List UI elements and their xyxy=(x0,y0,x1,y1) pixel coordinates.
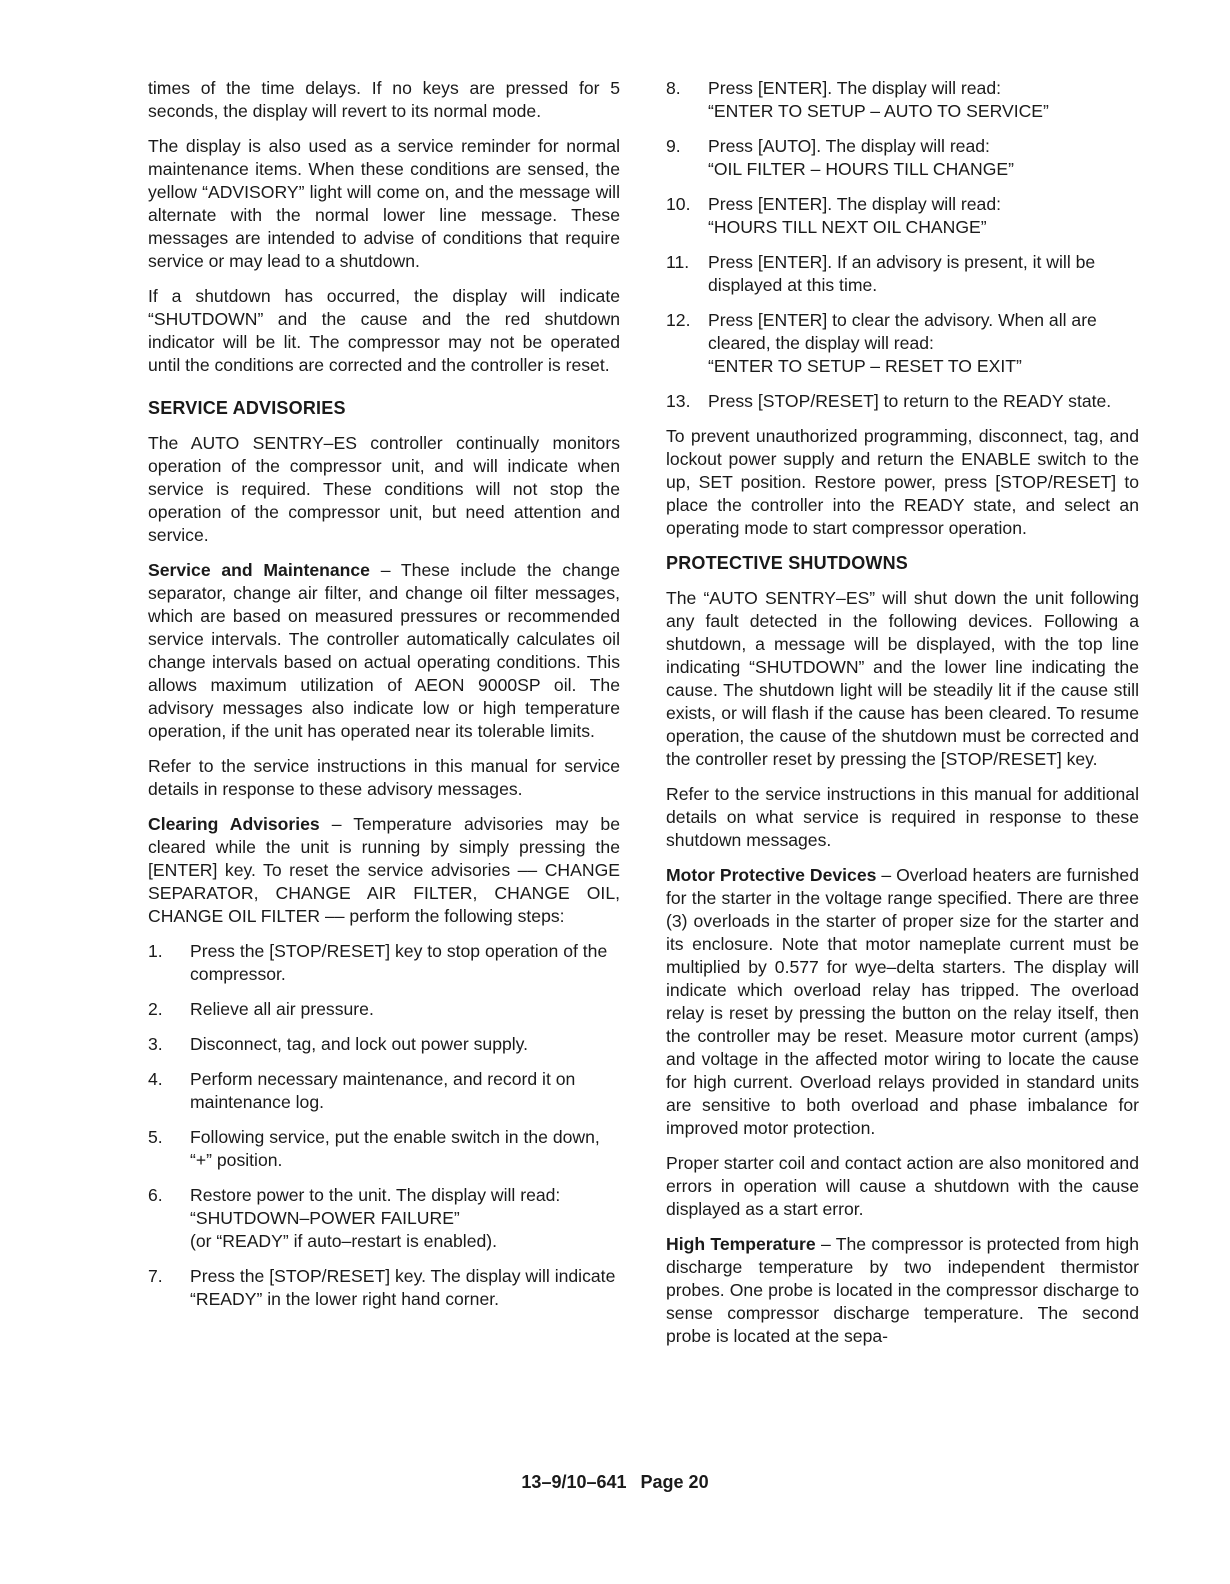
list-item xyxy=(148,1126,620,1172)
right-column xyxy=(666,77,1139,1360)
list-item xyxy=(148,998,620,1021)
page-number: Page 20 xyxy=(640,1472,709,1492)
page-footer xyxy=(0,1471,1230,1494)
list-item xyxy=(148,940,620,986)
body-high-temperature: – The compressor is protected from high discharge temperature by two independent thermistor probes. One probe is located in the compressor discharge to sense compressor discharge temperature. The second probe is located at the sepa- xyxy=(666,1234,1139,1346)
step-text: Perform necessary maintenance, and record it on maintenance log. xyxy=(190,1069,581,1112)
step-note-text: (or “READY” if auto–restart is enabled). xyxy=(190,1231,498,1251)
paragraph-service-reminder: The display is also used as a service reminder for normal maintenance items. When these conditions are sensed, the yellow “ADVISORY” light will come on, and the message will alternate with the normal lower line message. These messages are intended to advise of conditions that require service or may lead to a shutdown. xyxy=(148,136,620,271)
step-number: 5. xyxy=(148,1127,163,1147)
step-number: 6. xyxy=(148,1185,163,1205)
list-item xyxy=(148,1184,620,1253)
heading-protective-shutdowns: PROTECTIVE SHUTDOWNS xyxy=(666,553,909,573)
step-number: 3. xyxy=(148,1034,163,1054)
list-item xyxy=(666,390,1139,413)
steps-list-left xyxy=(148,940,620,1311)
lead-motor-protective: Motor Protective Devices xyxy=(666,865,877,885)
paragraph-shutdown-indication: If a shutdown has occurred, the display will indicate “SHUTDOWN” and the cause and the red shutdown indicator will be lit. The compressor may not be operated until the conditions are corrected and the controller is reset. xyxy=(148,286,620,375)
paragraph-clearing-advisories xyxy=(148,813,620,928)
body-service-maintenance: – These include the change separator, change air filter, and change oil filter messages, which are based on measured pressures or recommended service intervals. The controller automatically calculates oil change intervals based on actual operating conditions. This allows maximum utilization of AEON 9000SP oil. The advisory messages also indicate low or high temperature operation, if the unit has operated near its tolerable limits. xyxy=(148,560,620,741)
step-display-text: “HOURS TILL NEXT OIL CHANGE” xyxy=(708,217,987,237)
list-item xyxy=(666,193,1139,239)
body-clearing-advisories: – Temperature advisories may be cleared while the unit is running by simply pressing the [ENTER] key. To reset the service advisories –– CHANGE SEPARATOR, CHANGE AIR FILTER, CHANGE OIL, CHANGE OIL FILTER –– perform the following steps: xyxy=(148,814,621,926)
step-text: Press [ENTER]. The display will read: xyxy=(708,78,1002,98)
step-number: 4. xyxy=(148,1069,163,1089)
step-text: Following service, put the enable switch in the down, “+” position. xyxy=(190,1127,605,1170)
step-text: Press the [STOP/RESET] key to stop operation of the compressor. xyxy=(190,941,613,984)
paragraph-service-maintenance xyxy=(148,559,620,743)
step-number: 2. xyxy=(148,999,163,1019)
step-text: Press [ENTER]. If an advisory is present, it will be displayed at this time. xyxy=(708,252,1101,295)
step-display-text: “ENTER TO SETUP – RESET TO EXIT” xyxy=(708,356,1022,376)
left-column xyxy=(148,77,620,1323)
list-item xyxy=(148,1033,620,1056)
step-text: Relieve all air pressure. xyxy=(190,999,374,1019)
step-text: Press the [STOP/RESET] key. The display will indicate “READY” in the lower right hand corner. xyxy=(190,1266,621,1309)
list-item xyxy=(148,1068,620,1114)
step-number: 9. xyxy=(666,136,681,156)
step-display-text: “OIL FILTER – HOURS TILL CHANGE” xyxy=(708,159,1014,179)
list-item xyxy=(148,1265,620,1311)
paragraph-starter-coil: Proper starter coil and contact action are also monitored and errors in operation will cause a shutdown with the cause displayed as a start error. xyxy=(666,1153,1139,1219)
step-number: 7. xyxy=(148,1266,163,1286)
paragraph-time-delays: times of the time delays. If no keys are pressed for 5 seconds, the display will revert to its normal mode. xyxy=(148,78,620,121)
lead-service-maintenance: Service and Maintenance xyxy=(148,560,370,580)
list-item xyxy=(666,309,1139,378)
paragraph-refer-shutdown: Refer to the service instructions in this manual for additional details on what service is required in response to these shutdown messages. xyxy=(666,784,1139,850)
step-text: Press [STOP/RESET] to return to the READY state. xyxy=(708,391,1112,411)
step-display-text: “SHUTDOWN–POWER FAILURE” xyxy=(190,1208,460,1228)
step-number: 8. xyxy=(666,78,681,98)
steps-list-right xyxy=(666,77,1139,413)
list-item xyxy=(666,77,1139,123)
paragraph-prevent-programming: To prevent unauthorized programming, disconnect, tag, and lockout power supply and return the ENABLE switch to the up, SET position. Restore power, press [STOP/RESET] to place the controller into the READY state, and select an operating mode to start compressor operation. xyxy=(666,426,1139,538)
lead-clearing-advisories: Clearing Advisories xyxy=(148,814,320,834)
step-number: 11. xyxy=(666,252,690,272)
step-text: Press [ENTER]. The display will read: xyxy=(708,194,1002,214)
step-number: 13. xyxy=(666,391,691,411)
list-item xyxy=(666,251,1139,297)
paragraph-refer-service: Refer to the service instructions in this manual for service details in response to these advisory messages. xyxy=(148,756,620,799)
step-display-text: “ENTER TO SETUP – AUTO TO SERVICE” xyxy=(708,101,1049,121)
list-item xyxy=(666,135,1139,181)
step-text: Restore power to the unit. The display will read: xyxy=(190,1185,561,1205)
paragraph-motor-protective xyxy=(666,864,1139,1140)
step-number: 10. xyxy=(666,194,691,214)
step-number: 1. xyxy=(148,941,163,961)
step-text: Disconnect, tag, and lock out power supply. xyxy=(190,1034,529,1054)
paragraph-high-temperature xyxy=(666,1233,1139,1348)
document-id: 13–9/10–641 xyxy=(521,1472,627,1492)
heading-service-advisories: SERVICE ADVISORIES xyxy=(148,398,346,418)
lead-high-temperature: High Temperature xyxy=(666,1234,816,1254)
paragraph-shutdown-faults: The “AUTO SENTRY–ES” will shut down the unit following any fault detected in the following devices. Following a shutdown, a message will be displayed, with the top line indicating “SHUTDOWN” and the lower line indicating the cause. The shutdown light will be steadily lit if the cause still exists, or will flash if the cause has been cleared. To resume operation, the cause of the shutdown must be corrected and the controller reset by pressing the [STOP/RESET] key. xyxy=(666,588,1139,769)
body-motor-protective: – Overload heaters are furnished for the starter in the voltage range specified. There are three (3) overloads in the starter of proper size for the starter and its enclosure. Note that motor nameplate current must be multiplied by 0.577 for wye–delta starters. The display will indicate which overload relay has tripped. The overload relay is reset by pressing the button on the relay itself, then the controller may be reset. Measure motor current (amps) and voltage in the affected motor wiring to locate the cause for high current. Overload relays provided in standard units are sensitive to both overload and phase imbalance for improved motor protection. xyxy=(666,865,1139,1138)
step-text: Press [ENTER] to clear the advisory. When all are cleared, the display will read: xyxy=(708,310,1102,353)
step-text: Press [AUTO]. The display will read: xyxy=(708,136,990,156)
step-number: 12. xyxy=(666,310,691,330)
paragraph-auto-sentry: The AUTO SENTRY–ES controller continually monitors operation of the compressor unit, and will indicate when service is required. These conditions will not stop the operation of the compressor unit, but need attention and service. xyxy=(148,433,620,545)
